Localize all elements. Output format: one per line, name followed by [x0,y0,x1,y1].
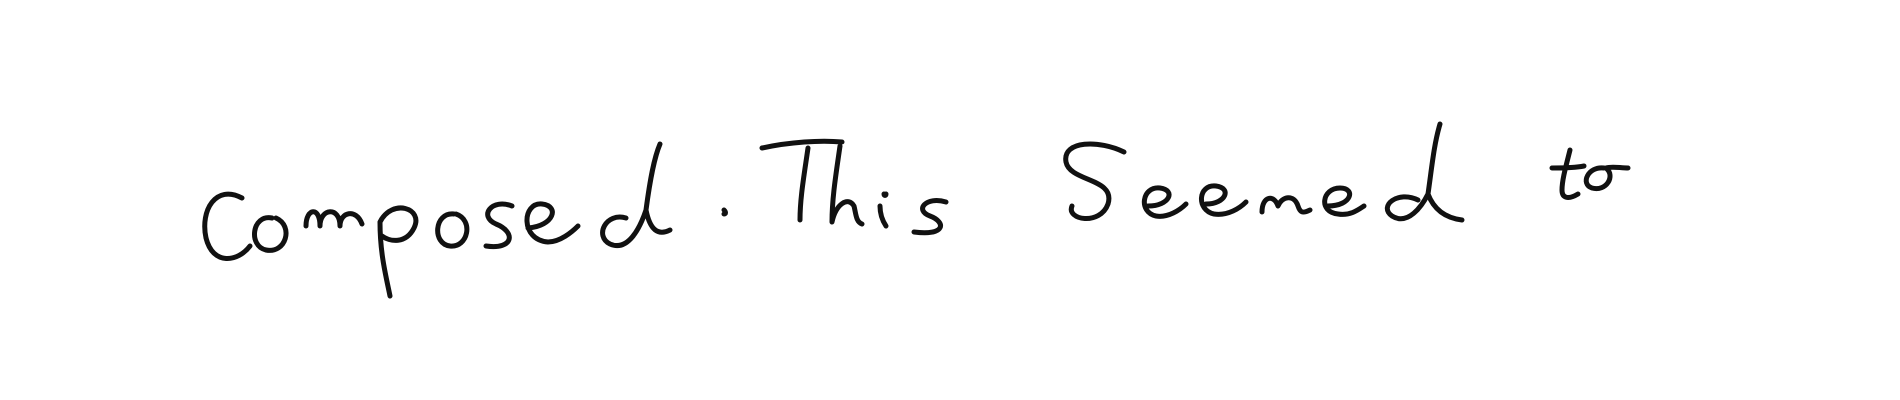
word-seemed [1066,124,1462,220]
word-to [1552,150,1628,197]
word-composed [205,144,670,296]
word-this [762,141,946,232]
period-mark [724,210,726,214]
